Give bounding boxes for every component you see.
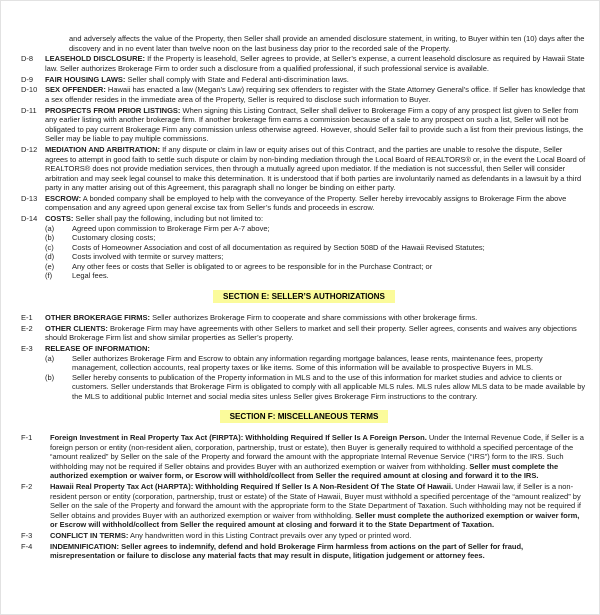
clause-F-1: [21, 433, 587, 481]
clause-label: D-13: [21, 193, 38, 203]
clause-label: D-11: [21, 105, 37, 115]
text-run: Legal fees.: [72, 271, 109, 281]
sub-item: [45, 224, 587, 234]
text-run: Seller authorizes Brokerage Firm to cooperate and share commissions with other brokerage firms.: [150, 312, 478, 322]
continuation-paragraph: [69, 34, 587, 53]
clause-D-10: [21, 85, 587, 104]
clause-label: D-14: [21, 214, 38, 224]
clause-text: [45, 75, 587, 85]
clause-text: [45, 344, 587, 354]
sub-item-text: [72, 252, 587, 262]
sub-item-label: (d): [45, 252, 55, 262]
text-run: OTHER BROKERAGE FIRMS:: [45, 312, 150, 322]
clause-D-11: [21, 106, 587, 144]
text-run: A bonded company shall be employed to help with the conveyance of the Property. Seller hereby irrevocably assigns to Brokerage Firm the above compensation and any agreed upon general excise tax from Seller’s funds and proceeds in escrow.: [45, 193, 567, 213]
text-run: ESCROW:: [45, 193, 82, 203]
sub-item: [45, 271, 587, 281]
section-heading-row: [21, 410, 587, 423]
text-run: MEDIATION AND ARBITRATION:: [45, 144, 160, 154]
clause-D-12: [21, 145, 587, 193]
clause-D-8: [21, 54, 587, 73]
sub-item-text: [72, 354, 587, 373]
text-run: Any other fees or costs that Seller is obligated to or agrees to be responsible for in the Purchase Contract; or: [72, 261, 433, 271]
sub-item-label: (e): [45, 261, 55, 271]
sub-item-label: (b): [45, 372, 55, 382]
text-run: Any handwritten word in this Listing Contract prevails over any typed or printed word.: [128, 531, 412, 541]
clause-F-4: [21, 542, 587, 561]
sub-item-text: [72, 373, 587, 402]
clause-label: E-3: [21, 344, 33, 353]
text-run: Seller must complete the authorized exemption or waiver form, or Escrow will withhold/collect from Seller the required amount at closing and forward it to the State Department of Taxation.: [50, 510, 580, 530]
text-run: SEX OFFENDER:: [45, 85, 106, 95]
text-run: Brokerage Firm may have agreements with other Sellers to market and sell their property. Seller agrees, consents and waives any objections should Brokerage Firm list and show similar properties as Seller’s property.: [45, 323, 577, 343]
clause-E-3: [21, 344, 587, 354]
clause-E-2: [21, 324, 587, 343]
text-run: PROSPECTS FROM PRIOR LISTINGS:: [45, 105, 181, 115]
text-run: CONFLICT IN TERMS:: [50, 531, 129, 541]
clause-text: [45, 145, 587, 193]
clause-text: [45, 54, 587, 73]
clause-label: D-8: [21, 54, 34, 64]
clause-label: D-12: [21, 144, 38, 154]
sub-item: [45, 252, 587, 262]
text-run: Hawaii has enacted a law (Megan’s Law) requiring sex offenders to register with the State Attorney General’s office. If Seller has knowledge that a sex offender resides in the immediate area of the Property, Seller is required to disclose such information to Buyer.: [45, 85, 586, 104]
sub-item-label: (a): [45, 353, 55, 363]
clause-text: [50, 542, 587, 561]
text-run: Under Hawaii law, if Seller is a non-resident person or entity (corporation, partnership, trust or estate) of the State of Hawaii, Buyer must withhold a specified percentage of the “amount realized” by Seller on the sale of the Property and forward the amount with the appropriate form to the State Department of Taxation. Such withholding may not be required if Seller obtains and provides Buyer with an authorized exemption or waiver from withholding.: [50, 482, 581, 520]
sub-item: [45, 354, 587, 373]
clause-label: F-3: [21, 531, 33, 541]
sub-item: [45, 233, 587, 243]
text-run: LEASEHOLD DISCLOSURE:: [45, 54, 146, 64]
clause-label: D-10: [21, 85, 38, 95]
clause-text: [50, 531, 587, 541]
sub-item: [45, 373, 587, 402]
clause-label: E-1: [21, 312, 33, 322]
clause-D-9: [21, 75, 587, 85]
clause-text: [50, 433, 587, 481]
text-run: Seller shall comply with State and Federal anti-discrimination laws.: [125, 74, 349, 84]
clause-text: [45, 313, 587, 323]
text-run: If the Property is leasehold, Seller agrees to provide, at Seller’s expense, a current leasehold disclosure as required by Hawaii State law. Seller authorizes Brokerage Firm to order such a disclosure from a qualified professional, if such professional service is available.: [45, 54, 585, 73]
clause-text: [45, 214, 587, 224]
section-heading: SECTION E: SELLER’S AUTHORIZATIONS: [213, 290, 395, 303]
clause-label: F-4: [21, 541, 33, 551]
clause-text: [45, 85, 587, 104]
sub-item-label: (c): [45, 242, 54, 252]
document-body: [21, 34, 587, 561]
sub-item-text: [72, 224, 587, 234]
text-run: Seller shall pay the following, including but not limited to:: [73, 214, 264, 224]
text-run: COSTS:: [45, 214, 74, 224]
sub-item-label: (a): [45, 223, 55, 233]
clause-text: [45, 324, 587, 343]
clause-label: D-9: [21, 74, 34, 84]
text-run: OTHER CLIENTS:: [45, 323, 108, 333]
sub-item-text: [72, 271, 587, 281]
text-run: INDEMNIFICATION: Seller agrees to indemnify, defend and hold Brokerage Firm harmless from actions on the part of Seller for fraud, misrepresentation or failure to disclose any material facts that may result in dispute, litigation judgement or attorney fees.: [50, 541, 524, 561]
sub-item-text: [72, 243, 587, 253]
text-run: Seller hereby consents to publication of the Property information in MLS and to the use of this information for market studies and advice to clients or customers. Seller understands that Brokerage Firm is obligated to comply with all applicable MLS rules. MLS rules allow MLS data to be made available by the MLS to additional public Internet and social media sites unless Seller gives Brokerage Firm instructions to the contrary.: [72, 372, 586, 401]
text-run: FAIR HOUSING LAWS:: [45, 74, 126, 84]
sub-item: [45, 243, 587, 253]
clause-label: F-1: [21, 433, 33, 443]
text-run: Costs of Homeowner Association and cost of all documentation as required by Section 508D of the Hawaii Revised Statutes;: [72, 242, 485, 252]
sub-item: [45, 262, 587, 272]
clause-label: E-2: [21, 323, 33, 333]
sub-item-text: [72, 233, 587, 243]
text-run: and adversely affects the value of the Property, then Seller shall provide an amended disclosure statement, in writing, to Buyer within ten (10) days after the discovery and in no event later than twelve noon on the last business day prior to the recorded sale of the Property.: [69, 34, 585, 53]
text-run: Costs involved with termite or survey matters;: [72, 252, 224, 262]
clause-D-14: [21, 214, 587, 224]
clause-E-1: [21, 313, 587, 323]
section-heading-row: [21, 290, 587, 303]
section-heading: SECTION F: MISCELLANEOUS TERMS: [220, 410, 389, 423]
clause-text: [45, 194, 587, 213]
text-run: When signing this Listing Contract, Seller shall deliver to Brokerage Firm a copy of any prospect list given to Seller from any earlier listing with another brokerage firm. If another brokerage firm earns a commission because of a sale to any prospect on such a list, Seller will not be obligated to pay current Brokerage Firm any commission unless otherwise agreed. However, should Seller fail to provide such a list from their previous listings, the Seller may be liable to pay multiple commissions.: [45, 105, 584, 144]
clause-text: [45, 106, 587, 144]
text-run: Seller must complete the authorized exemption or waiver form, or Escrow will withhold/collect from Seller the required amount at closing and forward it to the IRS.: [50, 461, 559, 481]
text-run: Seller authorizes Brokerage Firm and Escrow to obtain any information regarding mortgage balances, lease rents, maintenance fees, property management, collection accounts, real property taxes or like items. Some of this information will be available to prospective Buyers in MLS.: [72, 353, 543, 373]
clause-F-2: [21, 482, 587, 530]
text-run: Foreign Investment in Real Property Tax Act (FIRPTA): Withholding Required If Seller Is A Foreign Person.: [50, 433, 427, 443]
text-run: If any dispute or claim in law or equity arises out of this Contract, and the parties are unable to resolve the dispute, Seller agrees to attempt in good faith to settle such dispute or claim by non-binding mediation through the Local Board of REALTORS® or, in the event the Local Board of REALTORS® does not provide mediation services, then through a mutually agreed upon mediator. If the mediation is not successful, then Seller will consider arbitration and may seek legal counsel to make this determination. It is understood that if both parties are involuntarily named as defendants in a lawsuit by a third party in any matter arising out of this Agreement, this paragraph shall no longer be binding on either party.: [45, 144, 586, 193]
text-run: Under the Internal Revenue Code, if Seller is a foreign person or entity (non-resident alien, corporation, partnership, trust or estate), then Buyer is generally required to withhold a specified percentage of the “amount realized” by Seller on the sale of the Property and forward the amount with the appropriate Internal Revenue Service (“IRS”) form to the IRS. Such withholding may not be required if Seller obtains and provides Buyer with an authorized exemption or waiver from withholding.: [50, 433, 584, 471]
clause-label: F-2: [21, 482, 33, 492]
sub-item-label: (f): [45, 271, 53, 281]
clause-text: [50, 482, 587, 530]
text-run: Agreed upon commission to Brokerage Firm per A-7 above;: [72, 223, 270, 233]
clause-D-13: [21, 194, 587, 213]
sub-item-label: (b): [45, 233, 55, 243]
sub-item-text: [72, 262, 587, 272]
text-run: RELEASE OF INFORMATION:: [45, 344, 150, 353]
text-run: Hawaii Real Property Tax Act (HARPTA): Withholding Required If Seller Is A Non-Resident Of The State Of Hawaii.: [50, 482, 454, 492]
text-run: Customary closing costs;: [72, 233, 156, 243]
clause-F-3: [21, 531, 587, 541]
